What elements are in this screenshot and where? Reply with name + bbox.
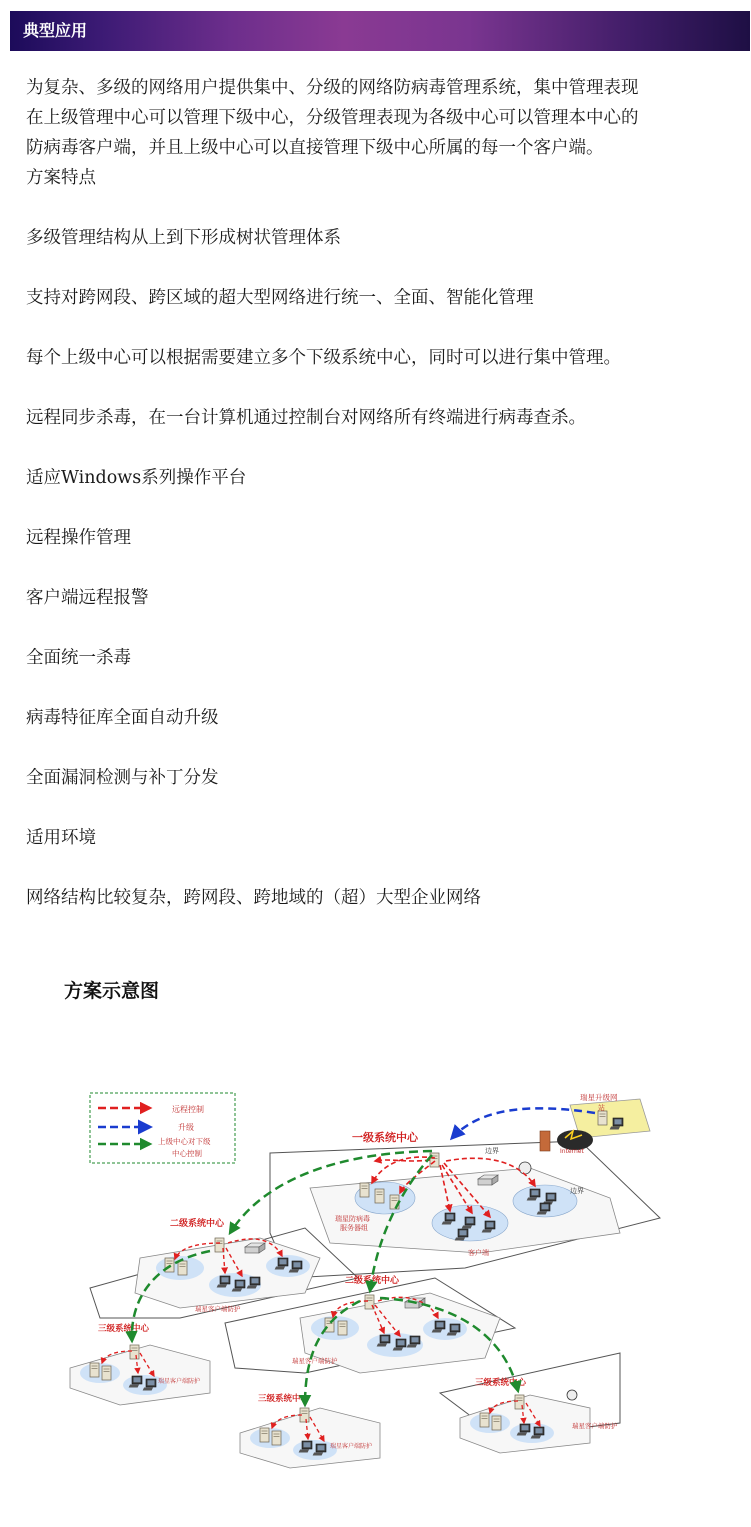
client-protection-label-l3-right: 瑞星客户端防护 <box>572 1422 618 1430</box>
client-protection-label-l3-mid: 瑞星客户端防护 <box>330 1443 373 1450</box>
legend-update: 升级 <box>178 1123 194 1132</box>
level3-center-right-label: 三级系统中心 <box>475 1378 527 1388</box>
level2-center-mid-label: 二级系统中心 <box>345 1276 400 1286</box>
update-server-label: 瑞星升级网 <box>580 1093 618 1102</box>
feature-item: 多级管理结构从上到下形成树状管理体系 <box>26 228 341 248</box>
section-header-bar <box>10 11 750 51</box>
internet-cloud <box>557 1130 593 1155</box>
legend-upper-center-control: 上级中心对下级 <box>158 1137 211 1146</box>
legend-lower-center-control: 中心控制 <box>172 1149 202 1158</box>
feature-item: 客户端远程报警 <box>26 588 149 608</box>
client-protection-label-l2-left: 瑞星客户端防护 <box>195 1305 241 1313</box>
feature-item: 全面统一杀毒 <box>26 648 131 668</box>
antivirus-server-group-label-2: 服务器组 <box>340 1224 368 1232</box>
intro-line: 为复杂、多级的网络用户提供集中、分级的网络防病毒管理系统，集中管理表现 <box>26 78 639 98</box>
feature-item: 远程同步杀毒，在一台计算机通过控制台对网络所有终端进行病毒查杀。 <box>26 408 586 428</box>
environment-item: 网络结构比较复杂，跨网段、跨地域的（超）大型企业网络 <box>26 888 481 908</box>
boundary-label-right: 边界 <box>570 1187 584 1195</box>
internet-label: Internet <box>560 1148 584 1155</box>
feature-item: 每个上级中心可以根据需要建立多个下级系统中心，同时可以进行集中管理。 <box>26 348 621 368</box>
feature-item: 远程操作管理 <box>26 528 131 548</box>
network-architecture-diagram <box>60 1083 692 1499</box>
antivirus-server-group-label-1: 瑞星防病毒 <box>335 1215 370 1223</box>
boundary-label-left: 边界 <box>485 1147 499 1155</box>
feature-item: 全面漏洞检测与补丁分发 <box>26 768 219 788</box>
firewall-icon <box>540 1131 550 1151</box>
feature-item: 病毒特征库全面自动升级 <box>26 708 219 728</box>
intro-line: 在上级管理中心可以管理下级中心，分级管理表现为各级中心可以管理本中心的 <box>26 108 639 128</box>
feature-item: 适应Windows系列操作平台 <box>26 468 247 488</box>
client-label: 客户端 <box>468 1249 489 1257</box>
section-header-title: 典型应用 <box>23 21 88 40</box>
level1-center-label: 一级系统中心 <box>352 1131 418 1144</box>
legend-remote-control: 远程控制 <box>172 1105 204 1114</box>
intro-line: 防病毒客户端，并且上级中心可以直接管理下级中心所属的每一个客户端。 <box>26 138 604 158</box>
update-server-label-suffix: 站 <box>598 1104 605 1112</box>
feature-item: 支持对跨网段、跨区域的超大型网络进行统一、全面、智能化管理 <box>26 288 534 308</box>
level3-center-mid-label: 三级系统中心 <box>258 1394 310 1404</box>
diagram-legend <box>90 1093 235 1163</box>
features-heading: 方案特点 <box>26 168 96 188</box>
environment-heading: 适用环境 <box>26 828 96 848</box>
diagram-section-title: 方案示意图 <box>64 980 160 1002</box>
level2-center-left-label: 二级系统中心 <box>170 1219 225 1229</box>
client-protection-label-l2-mid: 瑞星客户端防护 <box>292 1357 338 1365</box>
level3-center-left-label: 三级系统中心 <box>98 1324 150 1334</box>
client-protection-label-l3-left: 瑞星客户端防护 <box>158 1378 201 1385</box>
